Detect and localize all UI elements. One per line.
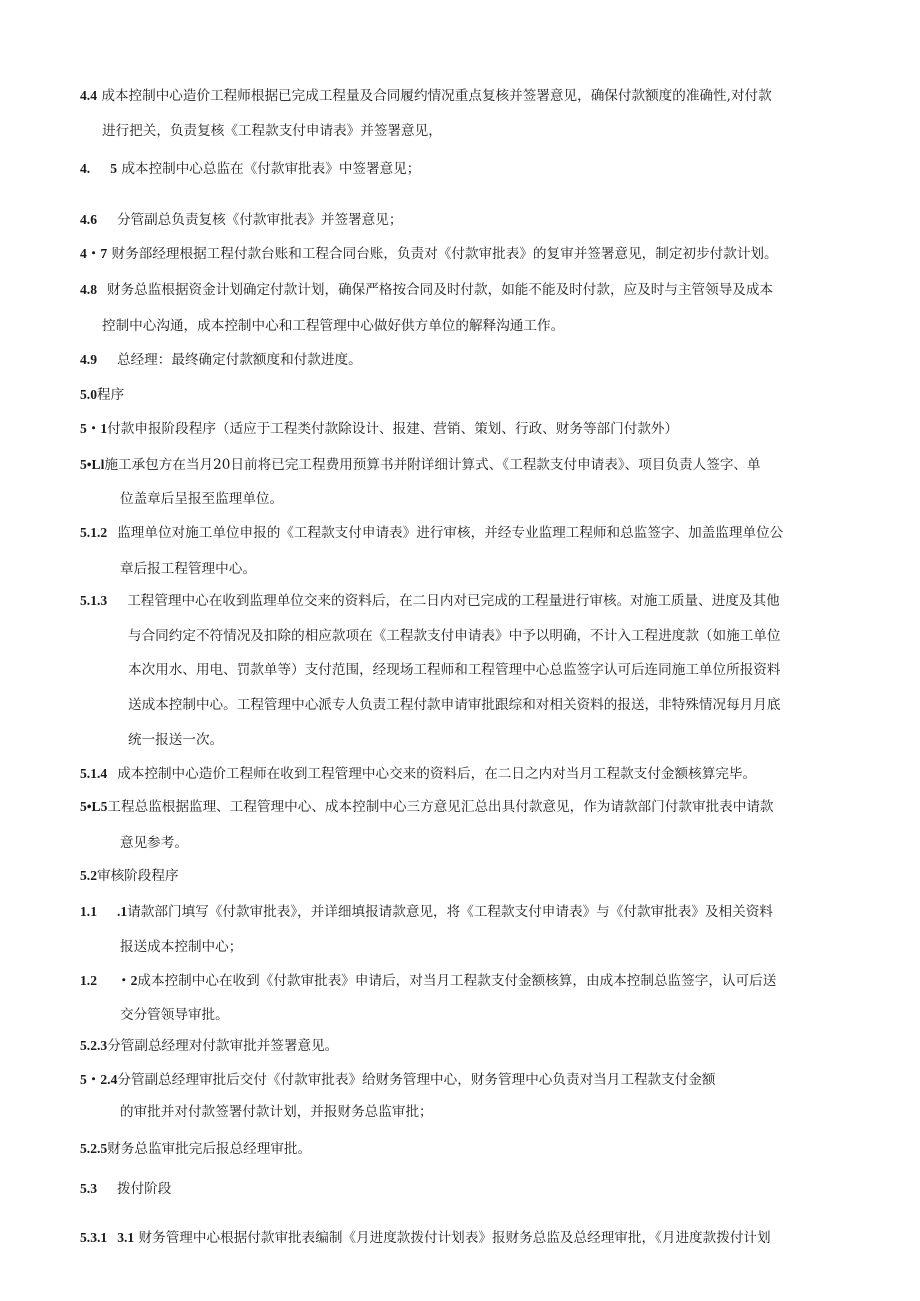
clause-text: 财务总监审批完后报总经理审批。	[107, 1141, 312, 1157]
clause-4-7	[80, 245, 880, 263]
clause-text: 施工承包方在当月20日前将已完工程费用预算书并附详细计算式、《工程款支付申请表》、项目负责人签字、单	[104, 457, 761, 473]
clause-number: 1.2	[80, 973, 97, 988]
section-5-0	[80, 386, 880, 404]
clause-5-1-3-cont-3	[128, 696, 920, 714]
clause-text: 工程总监根据监理、工程管理中心、成本控制中心三方意见汇总出具付款意见，作为请款部门付款审批表中请款	[107, 799, 774, 815]
clause-5-2-2	[80, 972, 880, 990]
clause-5-1-1-cont	[120, 490, 920, 508]
clause-text: 财务总监根据资金计划确定付款计划，确保严格按合同及时付款，如能不能及时付款，应及时与主管领导及成本	[107, 282, 774, 298]
clause-number: 4.4	[80, 88, 97, 103]
clause-4-6	[80, 211, 880, 229]
clause-text: 审核阶段程序	[97, 868, 179, 884]
clause-text: 成本控制中心在收到《付款审批表》申请后，对当月工程款支付金额核算，由成本控制总监签字，认可后送	[137, 973, 777, 989]
clause-number-part: .1	[117, 904, 128, 919]
clause-5-1-2-cont	[120, 560, 920, 578]
clause-text: 控制中心沟通，成本控制中心和工程管理中心做好供方单位的解释沟通工作。	[102, 318, 565, 334]
clause-number: 4.9	[80, 352, 97, 367]
clause-text: 总经理：最终确定付款额度和付款进度。	[117, 352, 362, 368]
clause-number: 5.2	[80, 868, 97, 883]
section-5-2	[80, 867, 880, 885]
clause-text: 章后报工程管理中心。	[120, 561, 256, 577]
clause-5-2-4	[80, 1071, 880, 1089]
clause-4-4	[80, 87, 880, 105]
clause-number: 4・7	[80, 246, 108, 261]
clause-text: 统一报送一次。	[128, 732, 224, 748]
clause-text: 意见参考。	[120, 835, 188, 851]
clause-5-2-1-cont	[120, 938, 920, 956]
clause-number: 5.0	[80, 387, 97, 402]
clause-number: 5.3.1	[80, 1230, 108, 1245]
clause-text: 付款申报阶段程序（适应于工程类付款除设计、报建、营销、策划、行政、财务等部门付款外）	[107, 421, 679, 437]
clause-5-1-3-cont-1	[128, 627, 920, 645]
clause-number: 4.6	[80, 212, 97, 227]
clause-number: 5.1.3	[80, 593, 108, 608]
clause-5-2-3	[80, 1037, 880, 1055]
clause-5-1	[80, 420, 880, 438]
clause-text: 工程管理中心在收到监理单位交来的资料后，在二日内对已完成的工程量进行审核。对施工质量、进度及其他	[127, 593, 780, 609]
clause-text: 分管副总经理审批后交付《付款审批表》给财务管理中心，财务管理中心负责对当月工程款支付金额	[117, 1072, 716, 1088]
clause-number: 5.1.4	[80, 766, 108, 781]
clause-text: 程序	[97, 387, 125, 403]
clause-text: 监理单位对施工单位申报的《工程款支付申请表》进行审核，并经专业监理工程师和总监签字、加盖监理单位公	[117, 525, 784, 541]
clause-text: 请款部门填写《付款审批表》，并详细填报请款意见，将《工程款支付申请表》与《付款审批表》及相关资料	[127, 904, 773, 920]
clause-number: 4.8	[80, 282, 97, 297]
clause-5-1-3	[80, 592, 880, 610]
clause-text: 分管副总经理对付款审批并签署意见。	[107, 1038, 339, 1054]
clause-text: 成本控制中心造价工程师根据已完成工程量及合同履约情况重点复核并签署意见，确保付款额度的准确性,对付款	[101, 88, 772, 104]
clause-text: 报送成本控制中心；	[120, 939, 243, 955]
clause-4-5	[80, 160, 880, 178]
clause-number: 5・1	[80, 421, 108, 436]
clause-text: 与合同约定不符情况及扣除的相应款项在《工程款支付申请表》中予以明确，不计入工程进度款（如施工单位	[128, 628, 781, 644]
clause-number: 5・2.4	[80, 1072, 118, 1087]
clause-text: 分管副总负责复核《付款审批表》并签署意见；	[117, 212, 403, 228]
clause-5-2-4-cont	[120, 1103, 920, 1121]
clause-5-1-3-cont-4	[128, 731, 920, 749]
clause-4-8-cont	[102, 317, 902, 335]
clause-text: 财务管理中心根据付款审批表编制《月进度款拨付计划表》报财务总监及总经理审批，《月进度款拨付计划	[138, 1230, 771, 1246]
clause-5-1-1	[80, 456, 880, 474]
clause-text: 成本控制中心总监在《付款审批表》中签署意见；	[121, 161, 421, 177]
clause-text: 送成本控制中心。工程管理中心派专人负责工程付款申请审批跟综和对相关资料的报送，非特殊情况每月月底	[128, 697, 781, 713]
section-5-3	[80, 1180, 880, 1198]
clause-5-3-1	[80, 1229, 880, 1247]
clause-number: 4.	[80, 161, 91, 176]
clause-4-9	[80, 351, 880, 369]
clause-5-1-5-cont	[120, 834, 920, 852]
clause-number-part: 5	[110, 161, 117, 176]
clause-5-1-5	[80, 798, 880, 816]
clause-number: 5•Ll	[80, 457, 105, 472]
clause-5-2-5	[80, 1140, 880, 1158]
clause-number: 5.2.3	[80, 1038, 108, 1053]
clause-text: 位盖章后呈报至监理单位。	[120, 491, 284, 507]
clause-5-2-2-cont	[120, 1006, 920, 1024]
clause-text: 财务部经理根据工程付款台账和工程合同台账，负责对《付款审批表》的复审并签署意见，制定初步付款计划。	[111, 246, 778, 262]
clause-text: 交分管领导审批。	[120, 1007, 229, 1023]
clause-number: 5•L5	[80, 799, 108, 814]
clause-number: 5.2.5	[80, 1141, 108, 1156]
clause-text: 本次用水、用电、罚款单等）支付范围，经现场工程师和工程管理中心总监签字认可后连同施工单位所报资料	[128, 662, 781, 678]
clause-text: 成本控制中心造价工程师在收到工程管理中心交来的资料后，在二日之内对当月工程款支付金额核算完毕。	[117, 766, 757, 782]
clause-5-2-1	[80, 903, 880, 921]
clause-text: 进行把关，负责复核《工程款支付申请表》并签署意见，	[102, 123, 442, 139]
clause-4-4-cont	[102, 122, 902, 140]
clause-5-1-4	[80, 765, 880, 783]
clause-number: 5.3	[80, 1181, 97, 1196]
clause-5-1-2	[80, 524, 880, 542]
clause-text: 的审批并对付款签署付款计划，并报财务总监审批；	[120, 1104, 433, 1120]
clause-number: 5.1.2	[80, 525, 108, 540]
clause-number-part: 3.1	[117, 1230, 135, 1245]
clause-number: 1.1	[80, 904, 97, 919]
clause-5-1-3-cont-2	[128, 661, 920, 679]
clause-4-8	[80, 281, 880, 299]
clause-number-part: ・2	[117, 973, 138, 988]
clause-text: 拨付阶段	[117, 1181, 172, 1197]
